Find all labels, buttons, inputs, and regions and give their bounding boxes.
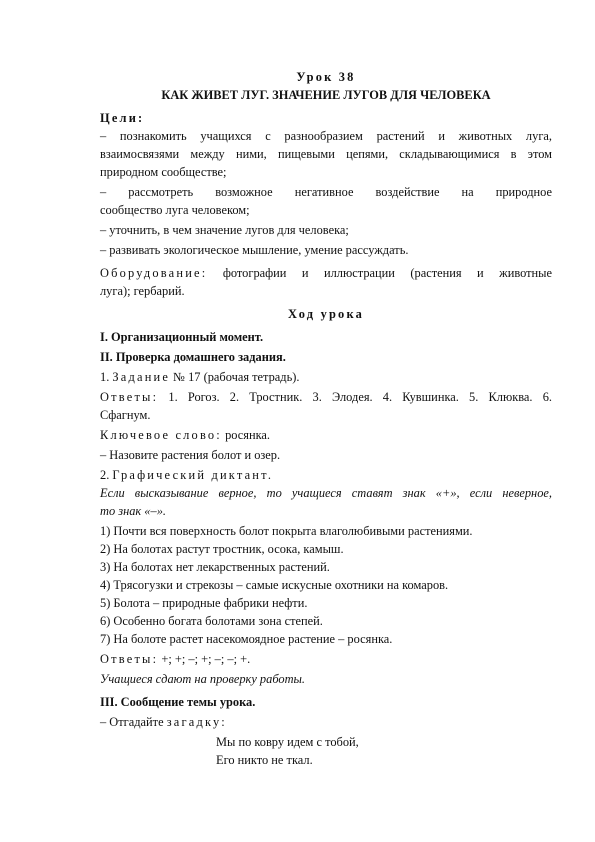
task-1 <box>100 368 552 386</box>
statement-1: 1) Почти вся поверхность болот покрыта влаголюбивыми растениями. <box>100 524 473 538</box>
answers-2-line <box>100 650 552 668</box>
task-2-prefix: 2. <box>100 468 113 482</box>
equipment-line-2: луга); гербарий. <box>100 284 185 298</box>
statement-6: 6) Особенно богата болотами зона степей. <box>100 614 323 628</box>
statement-3: 3) На болотах нет лекарственных растений. <box>100 560 330 574</box>
answers-1-text: 1. Рогоз. 2. Тростник. 3. Элодея. 4. Кувшинка. 5. Клюква. 6. <box>158 390 552 404</box>
task-1-prefix: 1. <box>100 370 113 384</box>
riddle-line-2: Его никто не ткал. <box>216 753 313 767</box>
statement-4: 4) Трясогузки и стрекозы – самые искусные охотники на комаров. <box>100 578 449 592</box>
goal-item-3: – уточнить, в чем значение лугов для человека; <box>100 223 349 237</box>
keyword-label: Ключевое слово: <box>100 428 222 442</box>
equipment-line-1 <box>100 264 552 282</box>
lesson-title: КАК ЖИВЕТ ЛУГ. ЗНАЧЕНИЕ ЛУГОВ ДЛЯ ЧЕЛОВЕКА <box>161 88 491 102</box>
riddle-label: загадку: <box>166 715 227 729</box>
submit-note: Учащиеся сдают на проверку работы. <box>100 672 306 686</box>
riddle-intro <box>100 713 552 731</box>
answers-1-label: Ответы: <box>100 390 159 404</box>
answers-2-label: Ответы: <box>100 652 159 666</box>
goal-item-2-line-2: сообщество луга человеком; <box>100 203 250 217</box>
goals-heading: Цели: <box>100 111 145 125</box>
section-1-heading: I. Организационный момент. <box>100 330 264 344</box>
goal-item-2-line-1: – рассмотреть возможное негативное воздействие на природное <box>100 185 552 199</box>
instruction-line-2: то знак «–». <box>100 504 166 518</box>
answers-1-line-1 <box>100 388 552 406</box>
task-1-text: № 17 (рабочая тетрадь). <box>170 370 300 384</box>
goal-item-1-line-3: природном сообществе; <box>100 165 227 179</box>
section-2-heading: II. Проверка домашнего задания. <box>100 350 286 364</box>
task-1-label: Задание <box>112 370 171 384</box>
instruction-line-1: Если высказывание верное, то учащиеся ставят знак «+», если неверное, <box>100 486 552 500</box>
goal-item-1-line-2: взаимосвязями между ними, пищевыми цепями, складывающимися в этом <box>100 147 552 161</box>
course-heading: Ход урока <box>288 307 364 321</box>
question-line: – Назовите растения болот и озер. <box>100 448 281 462</box>
answers-1-line-2: Сфагнум. <box>100 408 151 422</box>
statement-5: 5) Болота – природные фабрики нефти. <box>100 596 308 610</box>
equipment-text-1: фотографии и иллюстрации (растения и животные <box>207 266 552 280</box>
riddle-line-1: Мы по ковру идем с тобой, <box>216 735 359 749</box>
equipment-label: Оборудование: <box>100 266 208 280</box>
statement-2: 2) На болотах растут тростник, осока, камыш. <box>100 542 344 556</box>
goal-item-1-line-1: – познакомить учащихся с разнообразием растений и животных луга, <box>100 129 552 143</box>
keyword-text: росянка. <box>221 428 271 442</box>
goal-item-4: – развивать экологическое мышление, умение рассуждать. <box>100 243 409 257</box>
lesson-content <box>100 68 552 769</box>
answers-2-text: +; +; –; +; –; –; +. <box>158 652 251 666</box>
statement-7: 7) На болоте растет насекомоядное растение – росянка. <box>100 632 393 646</box>
section-3-heading: III. Сообщение темы урока. <box>100 695 256 709</box>
keyword-line <box>100 426 552 444</box>
riddle-prefix: – Отгадайте <box>100 715 167 729</box>
lesson-number: Урок 38 <box>296 70 356 84</box>
task-2-label: Графический диктант. <box>112 468 274 482</box>
task-2 <box>100 466 552 484</box>
